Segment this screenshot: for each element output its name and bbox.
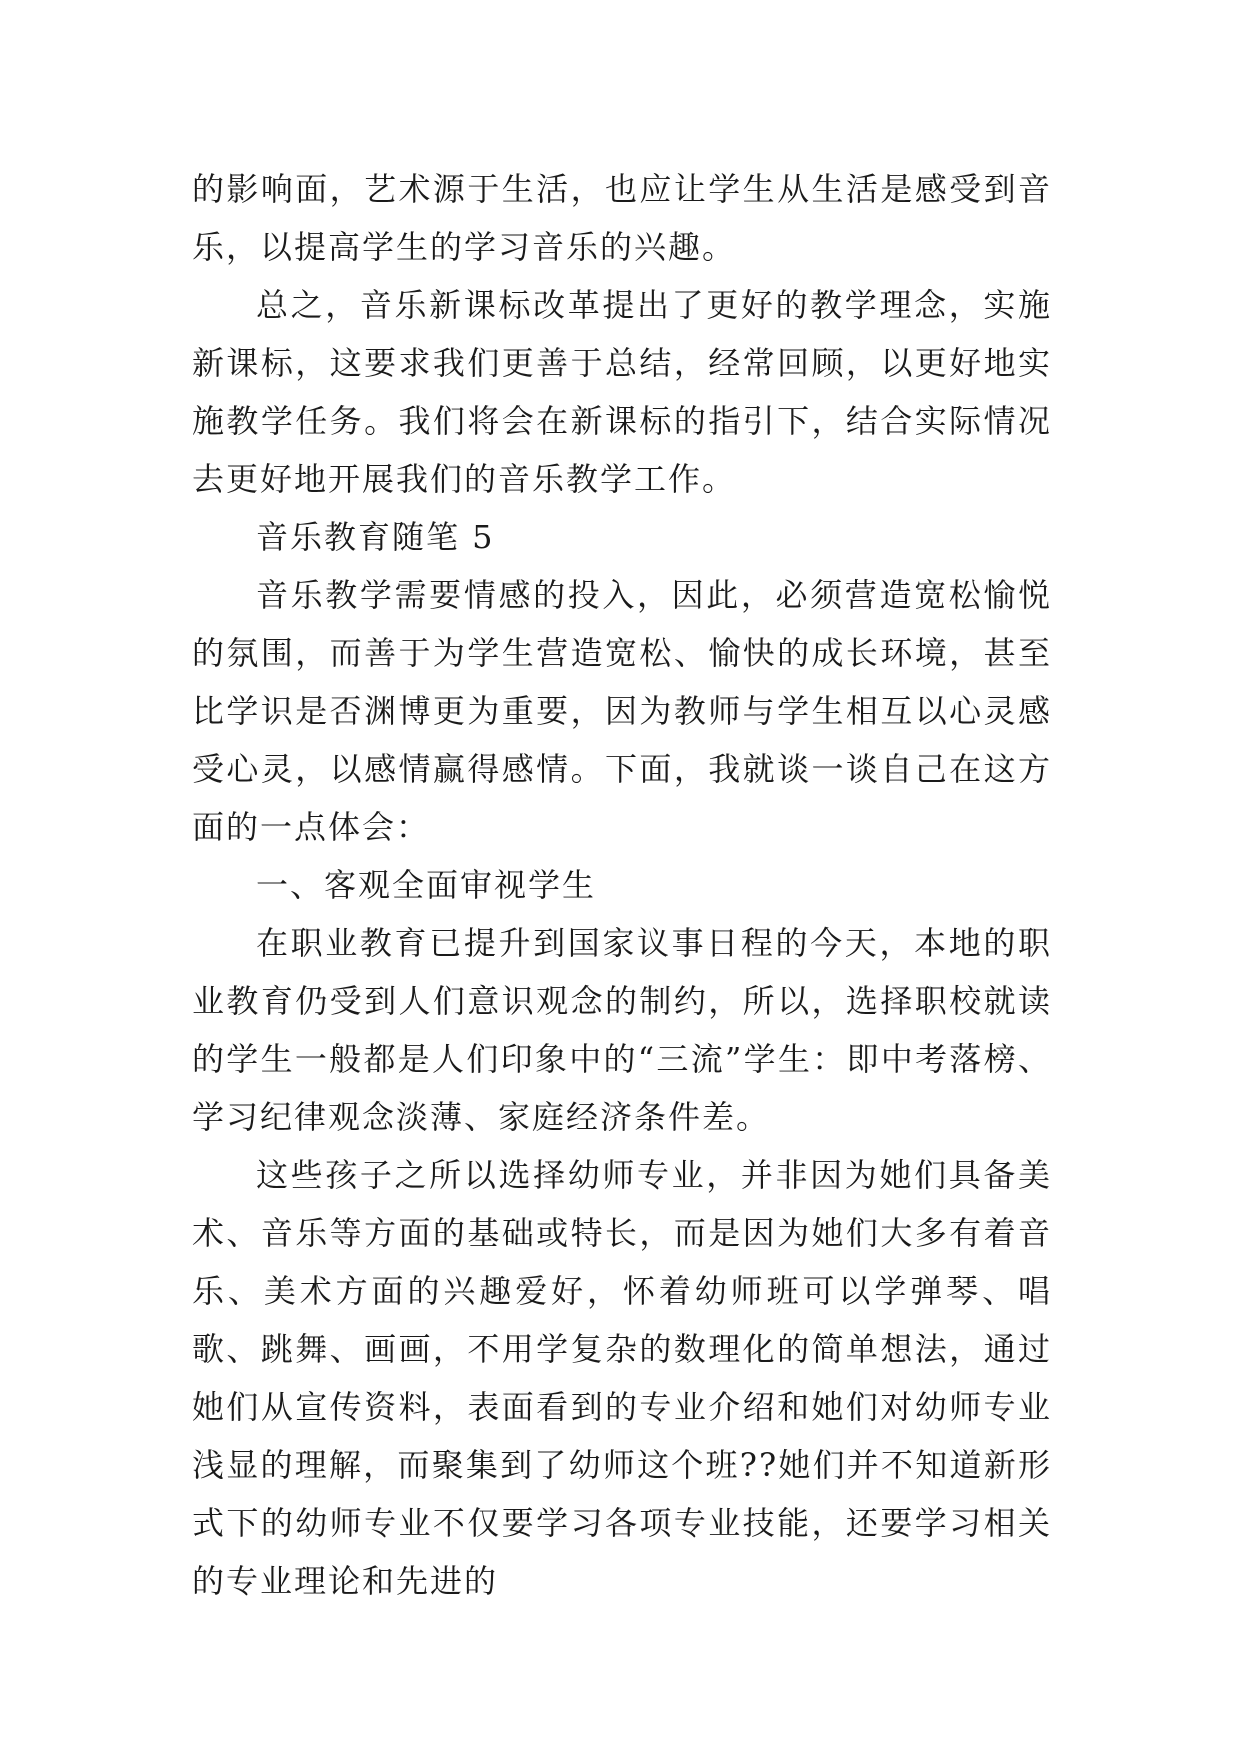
document-body [192,160,1052,1610]
section-heading: 一、客观全面审视学生 [256,866,597,904]
paragraph: 总之，音乐新课标改革提出了更好的教学理念，实施新课标，这要求我们更善于总结，经常回顾，以更好地实施教学任务。我们将会在新课标的指引下，结合实际情况去更好地开展我们的音乐教学工作。 [192,286,1052,498]
paragraph: 音乐教学需要情感的投入，因此，必须营造宽松愉悦的氛围，而善于为学生营造宽松、愉快的成长环境，甚至比学识是否渊博更为重要，因为教师与学生相互以心灵感受心灵，以感情赢得感情。下面，我就谈一谈自己在这方面的一点体会： [192,576,1052,846]
paragraph: 的影响面，艺术源于生活，也应让学生从生活是感受到音乐，以提高学生的学习音乐的兴趣。 [192,170,1052,266]
section-heading: 音乐教育随笔 5 [256,518,495,556]
paragraph: 在职业教育已提升到国家议事日程的今天，本地的职业教育仍受到人们意识观念的制约，所以，选择职校就读的学生一般都是人们印象中的“三流”学生：即中考落榜、学习纪律观念淡薄、家庭经济条件差。 [192,924,1052,1136]
paragraph: 这些孩子之所以选择幼师专业，并非因为她们具备美术、音乐等方面的基础或特长，而是因为她们大多有着音乐、美术方面的兴趣爱好，怀着幼师班可以学弹琴、唱歌、跳舞、画画，不用学复杂的数理化的简单想法，通过她们从宣传资料，表面看到的专业介绍和她们对幼师专业浅显的理解，而聚集到了幼师这个班??她们并不知道新形式下的幼师专业不仅要学习各项专业技能，还要学习相关的专业理论和先进的 [192,1156,1052,1600]
